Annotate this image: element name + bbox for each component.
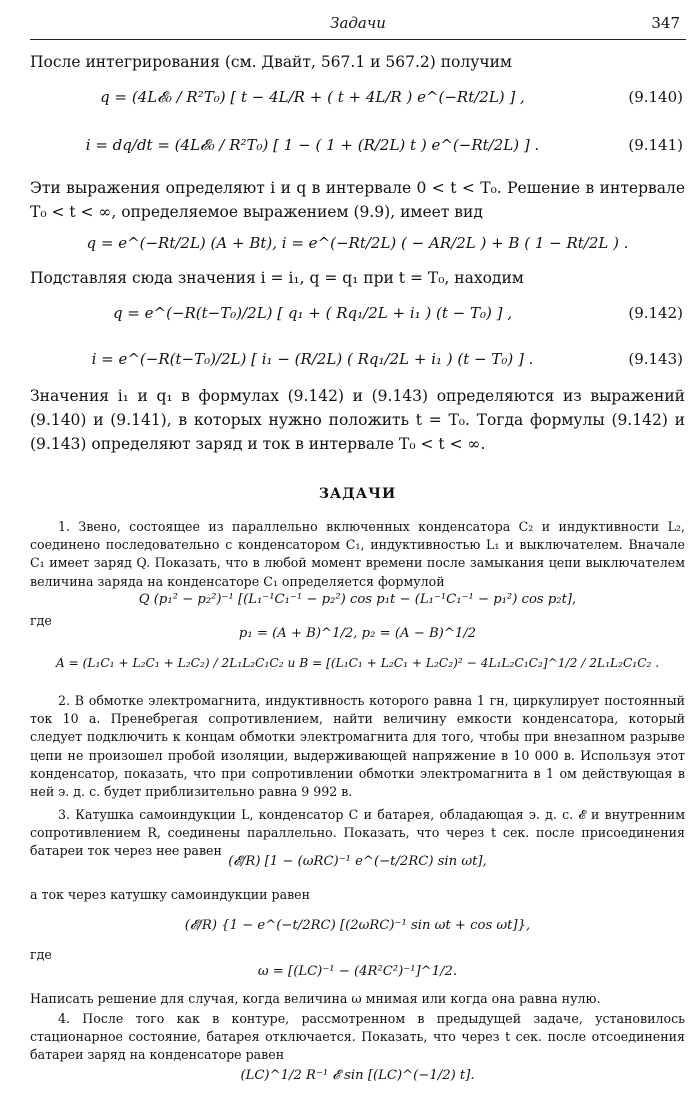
page-number: 347 xyxy=(651,14,680,32)
equation-9-143 xyxy=(30,344,685,378)
equation-formula: q = e^(−Rt/2L) (A + Bt), i = e^(−Rt/2L) ( − AR/2L ) + B ( 1 − Rt/2L ) . xyxy=(86,234,629,252)
problem-text: Написать решение для случая, когда величина ω мнимая или когда она равна нулю. xyxy=(30,991,601,1006)
problem-3-omega: ω = [(LC)⁻¹ − (4R²C²)⁻¹]^1/2. xyxy=(257,964,458,979)
problem-3-mid xyxy=(30,886,685,904)
problem-text: 1. Звено, состоящее из параллельно включенных конденсатора C₂ и индуктивности L₂, соединено последовательно с конденсатором C₁, индуктивностью L₁ и выключателем. Вначале C₁ имеет заряд Q. Показать, что в любой момент времени после замыкания цепи выключателем величина заряда на конденсаторе C₁ определяется формулой xyxy=(30,519,685,589)
equation-formula: q = (4L𝓔₀ / R²T₀) [ t − 4L/R + ( t + 4L/R ) e^(−Rt/2L) ] , xyxy=(100,88,525,106)
problem-2 xyxy=(30,692,685,801)
paragraph-text: Значения i₁ и q₁ в формулах (9.142) и (9.143) определяются из выражений (9.140) и (9.141), в которых нужно положить t = T₀. Тогда формулы (9.142) и (9.143) определяют заряд и ток в интервале T₀ < t < ∞. xyxy=(30,387,685,453)
paragraph-text: Подставляя сюда значения i = i₁, q = q₁ при t = T₀, находим xyxy=(30,269,524,287)
problem-text: 4. После того как в контуре, рассмотренном в предыдущей задаче, установилось стационарное состояние, батарея отключается. Показать, что через t сек. после отсоединения батареи заряд на конденсаторе равен xyxy=(30,1011,685,1063)
equation-9-142 xyxy=(30,298,685,332)
paragraph-conclusion xyxy=(30,384,685,456)
intro-text: После интегрирования (см. Двайт, 567.1 и 567.2) получим xyxy=(30,53,512,71)
problem-text: 2. В обмотке электромагнита, индуктивность которого равна 1 гн, циркулирует постоянный ток 10 а. Пренебрегая сопротивлением, найти величину емкости конденсатора, который следует подключить к концам обмотки электромагнита для того, чтобы при внезапном разрыве цепи не произошел пробой изоляции, выдерживающей напряжение в 10 000 в. Используя этот конденсатор, показать, что при сопротивлении обмотки электромагнита в 1 ом действующая в ней э. д. с. будет приблизительно равна 9 992 в. xyxy=(30,693,685,800)
problem-1-coefficients: A = (L₁C₁ + L₂C₁ + L₂C₂) / 2L₁L₂C₁C₂ и B = [(L₁C₁ + L₂C₁ + L₂C₂)² − 4L₁L₂C₁C₂]^1/2 / 2L₁L₂C₁C₂ . xyxy=(55,656,660,670)
problem-3-tail xyxy=(30,990,685,1008)
problem-text: 3. Катушка самоиндукции L, конденсатор C и батарея, обладающая э. д. с. 𝓔 и внутренним сопротивлением R, соединены параллельно. Показать, что через t сек. после присоединения батареи ток через нее равен xyxy=(30,807,685,859)
section-heading: ЗАДАЧИ xyxy=(318,486,397,502)
problem-4 xyxy=(30,1010,685,1065)
problem-text: а ток через катушку самоиндукции равен xyxy=(30,887,311,902)
problem-3-where xyxy=(30,946,685,964)
problem-3-coil-current: (𝓔/R) {1 − e^(−t/2RC) [(2ωRC)⁻¹ sin ωt + cos ωt]}, xyxy=(184,918,531,933)
intro-line xyxy=(30,50,685,74)
paragraph-text: Эти выражения определяют i и q в интервале 0 < t < T₀. Решение в интервале T₀ < t < ∞, определяемое выражением (9.9), имеет вид xyxy=(30,179,685,221)
equation-number: (9.141) xyxy=(628,136,683,154)
problem-3 xyxy=(30,806,685,861)
equation-9-141 xyxy=(30,130,685,164)
problem-3-battery-current: (𝓔/R) [1 − (ωRC)⁻¹ e^(−t/2RC) sin ωt], xyxy=(228,854,487,869)
equation-formula: i = e^(−R(t−T₀)/2L) [ i₁ − (R/2L) ( Rq₁/2L + i₁ ) (t − T₀) ] . xyxy=(91,350,534,368)
running-header xyxy=(30,10,686,36)
paragraph-interval xyxy=(30,176,685,224)
where-word: где xyxy=(30,613,52,628)
equation-general-solution xyxy=(30,228,685,262)
problem-1-formula: Q (p₁² − p₂²)⁻¹ [(L₁⁻¹C₁⁻¹ − p₂²) cos p₁t − (L₁⁻¹C₁⁻¹ − p₁²) cos p₂t], xyxy=(138,592,577,607)
paragraph-substitution xyxy=(30,266,685,290)
equation-formula: q = e^(−R(t−T₀)/2L) [ q₁ + ( Rq₁/2L + i₁ ) (t − T₀) ] , xyxy=(112,304,513,322)
header-rule xyxy=(30,39,686,40)
equation-number: (9.143) xyxy=(628,350,683,368)
problem-4-formula: (LC)^1/2 R⁻¹ 𝓔 sin [(LC)^(−1/2) t]. xyxy=(240,1068,475,1083)
problem-1 xyxy=(30,518,685,591)
running-title: Задачи xyxy=(330,14,386,32)
where-word: где xyxy=(30,947,52,962)
equation-number: (9.142) xyxy=(628,304,683,322)
equation-formula: i = dq/dt = (4L𝓔₀ / R²T₀) [ 1 − ( 1 + (R/2L) t ) e^(−Rt/2L) ] . xyxy=(85,136,540,154)
equation-9-140 xyxy=(30,82,685,116)
problem-1-roots: p₁ = (A + B)^1/2, p₂ = (A − B)^1/2 xyxy=(238,626,477,641)
equation-number: (9.140) xyxy=(628,88,683,106)
